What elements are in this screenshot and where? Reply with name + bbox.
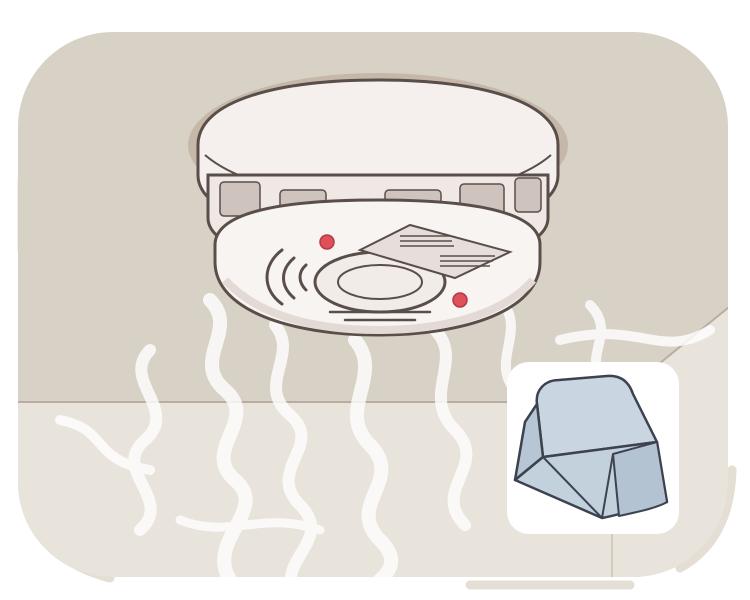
keycap-badge [507,362,679,534]
vent-slot [515,178,541,212]
smoke-wisp [180,520,320,530]
smoke-detector [188,73,568,335]
indicator-light [453,293,467,307]
keycap-right-face [613,442,667,516]
indicator-light [320,235,334,249]
keycap-icon [507,362,679,534]
